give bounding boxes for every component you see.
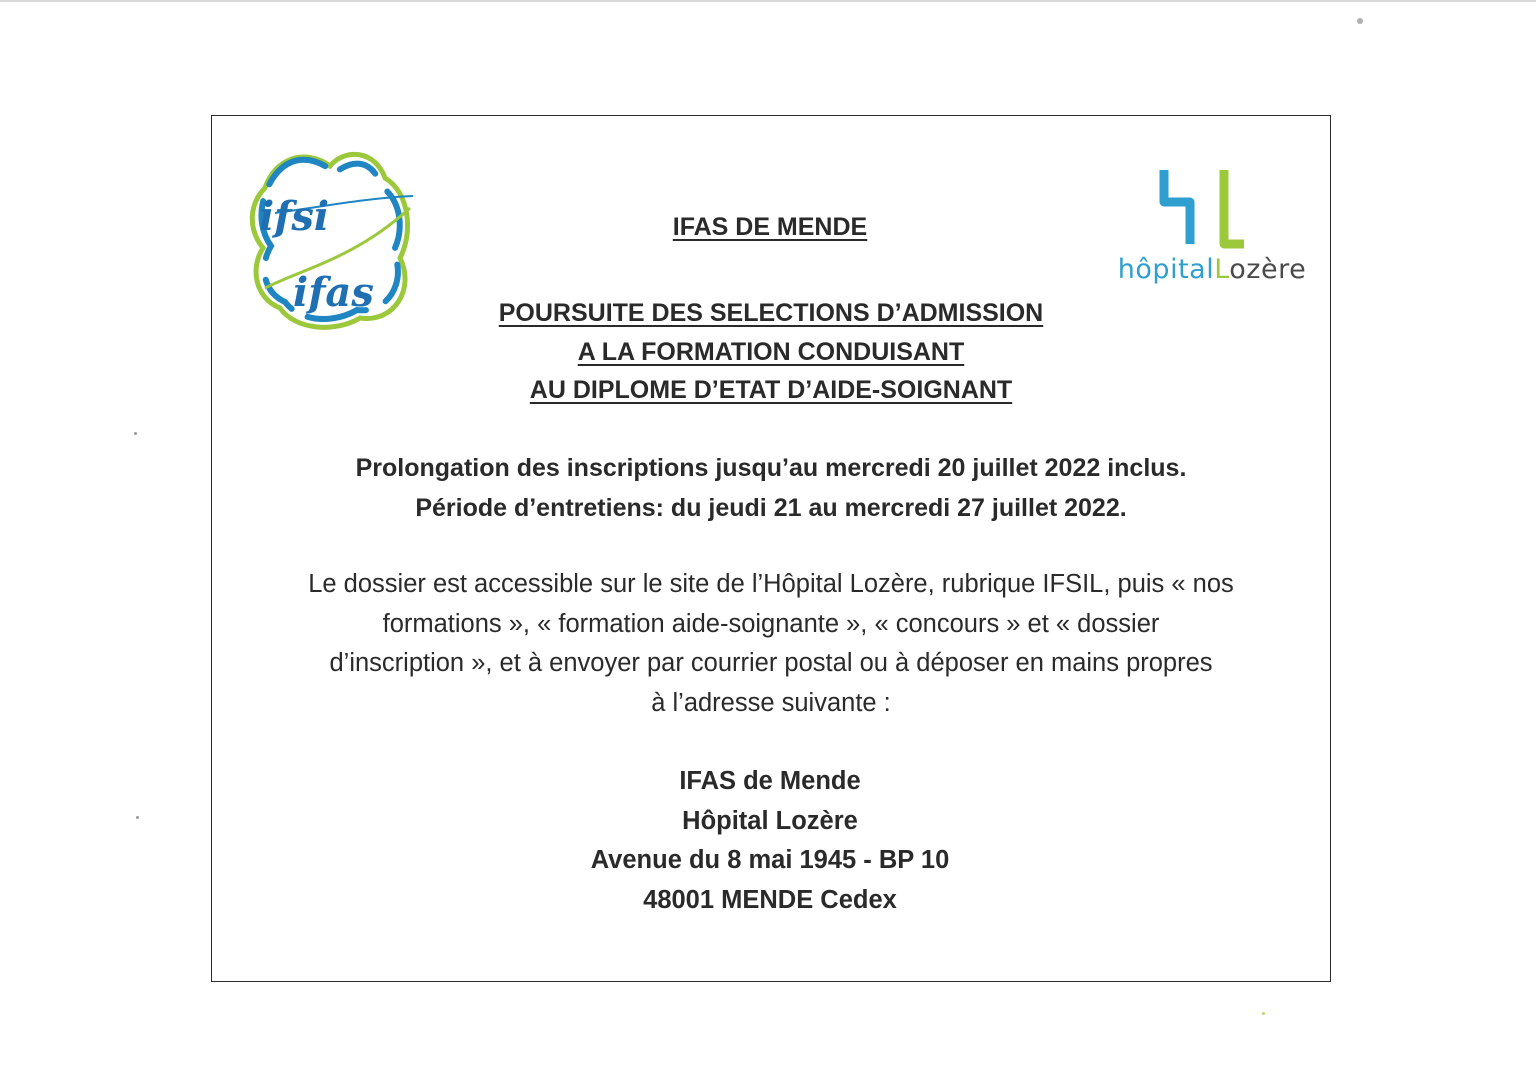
page-title: IFAS DE MENDE — [672, 213, 868, 241]
address-line: IFAS de Mende — [679, 767, 861, 795]
subtitle-line: A LA FORMATION CONDUISANT — [577, 337, 965, 366]
dates-block — [220, 449, 1322, 528]
subtitle-line: POURSUITE DES SELECTIONS D’ADMISSION — [498, 299, 1044, 327]
subtitle-line: AU DIPLOME D’ETAT D’AIDE-SOIGNANT — [529, 376, 1013, 404]
instructions-line: à l’adresse suivante : — [651, 688, 891, 717]
ifas-logo-text: ifas — [293, 269, 374, 316]
wordmark-part1: hôpital — [1117, 254, 1215, 285]
ifsi-ifas-logo-icon — [235, 138, 425, 338]
registration-deadline: Prolongation des inscriptions jusqu’au mercredi 20 juillet 2022 inclus. — [355, 454, 1187, 482]
address-block — [420, 762, 1120, 920]
interview-period: Période d’entretiens: du jeudi 21 au mercredi 27 juillet 2022. — [415, 493, 1127, 522]
hopital-lozere-logo — [1106, 162, 1318, 297]
ifsi-logo-text: ifsi — [259, 193, 330, 240]
instructions-line: formations », « formation aide-soignante », « concours » et « dossier — [382, 609, 1160, 638]
instructions-line: d’inscription », et à envoyer par courrier postal ou à déposer en mains propres — [329, 649, 1213, 678]
scan-speck — [1357, 18, 1363, 24]
instructions-line: Le dossier est accessible sur le site de l’Hôpital Lozère, rubrique IFSIL, puis « nos — [308, 570, 1234, 598]
instructions-paragraph — [226, 565, 1316, 723]
scan-speck — [134, 432, 137, 435]
hopital-lozere-wordmark — [1106, 254, 1318, 285]
address-line: 48001 MENDE Cedex — [643, 885, 897, 914]
scan-speck — [136, 816, 139, 819]
scan-speck — [1262, 1012, 1265, 1015]
wordmark-part3: ozère — [1229, 254, 1307, 285]
scan-edge-line — [0, 0, 1536, 2]
address-line: Avenue du 8 mai 1945 - BP 10 — [590, 846, 950, 875]
wordmark-part2: L — [1214, 254, 1230, 285]
subtitle-block — [411, 294, 1131, 410]
address-line: Hôpital Lozère — [682, 806, 858, 835]
hl-logo-icon — [1156, 162, 1256, 252]
